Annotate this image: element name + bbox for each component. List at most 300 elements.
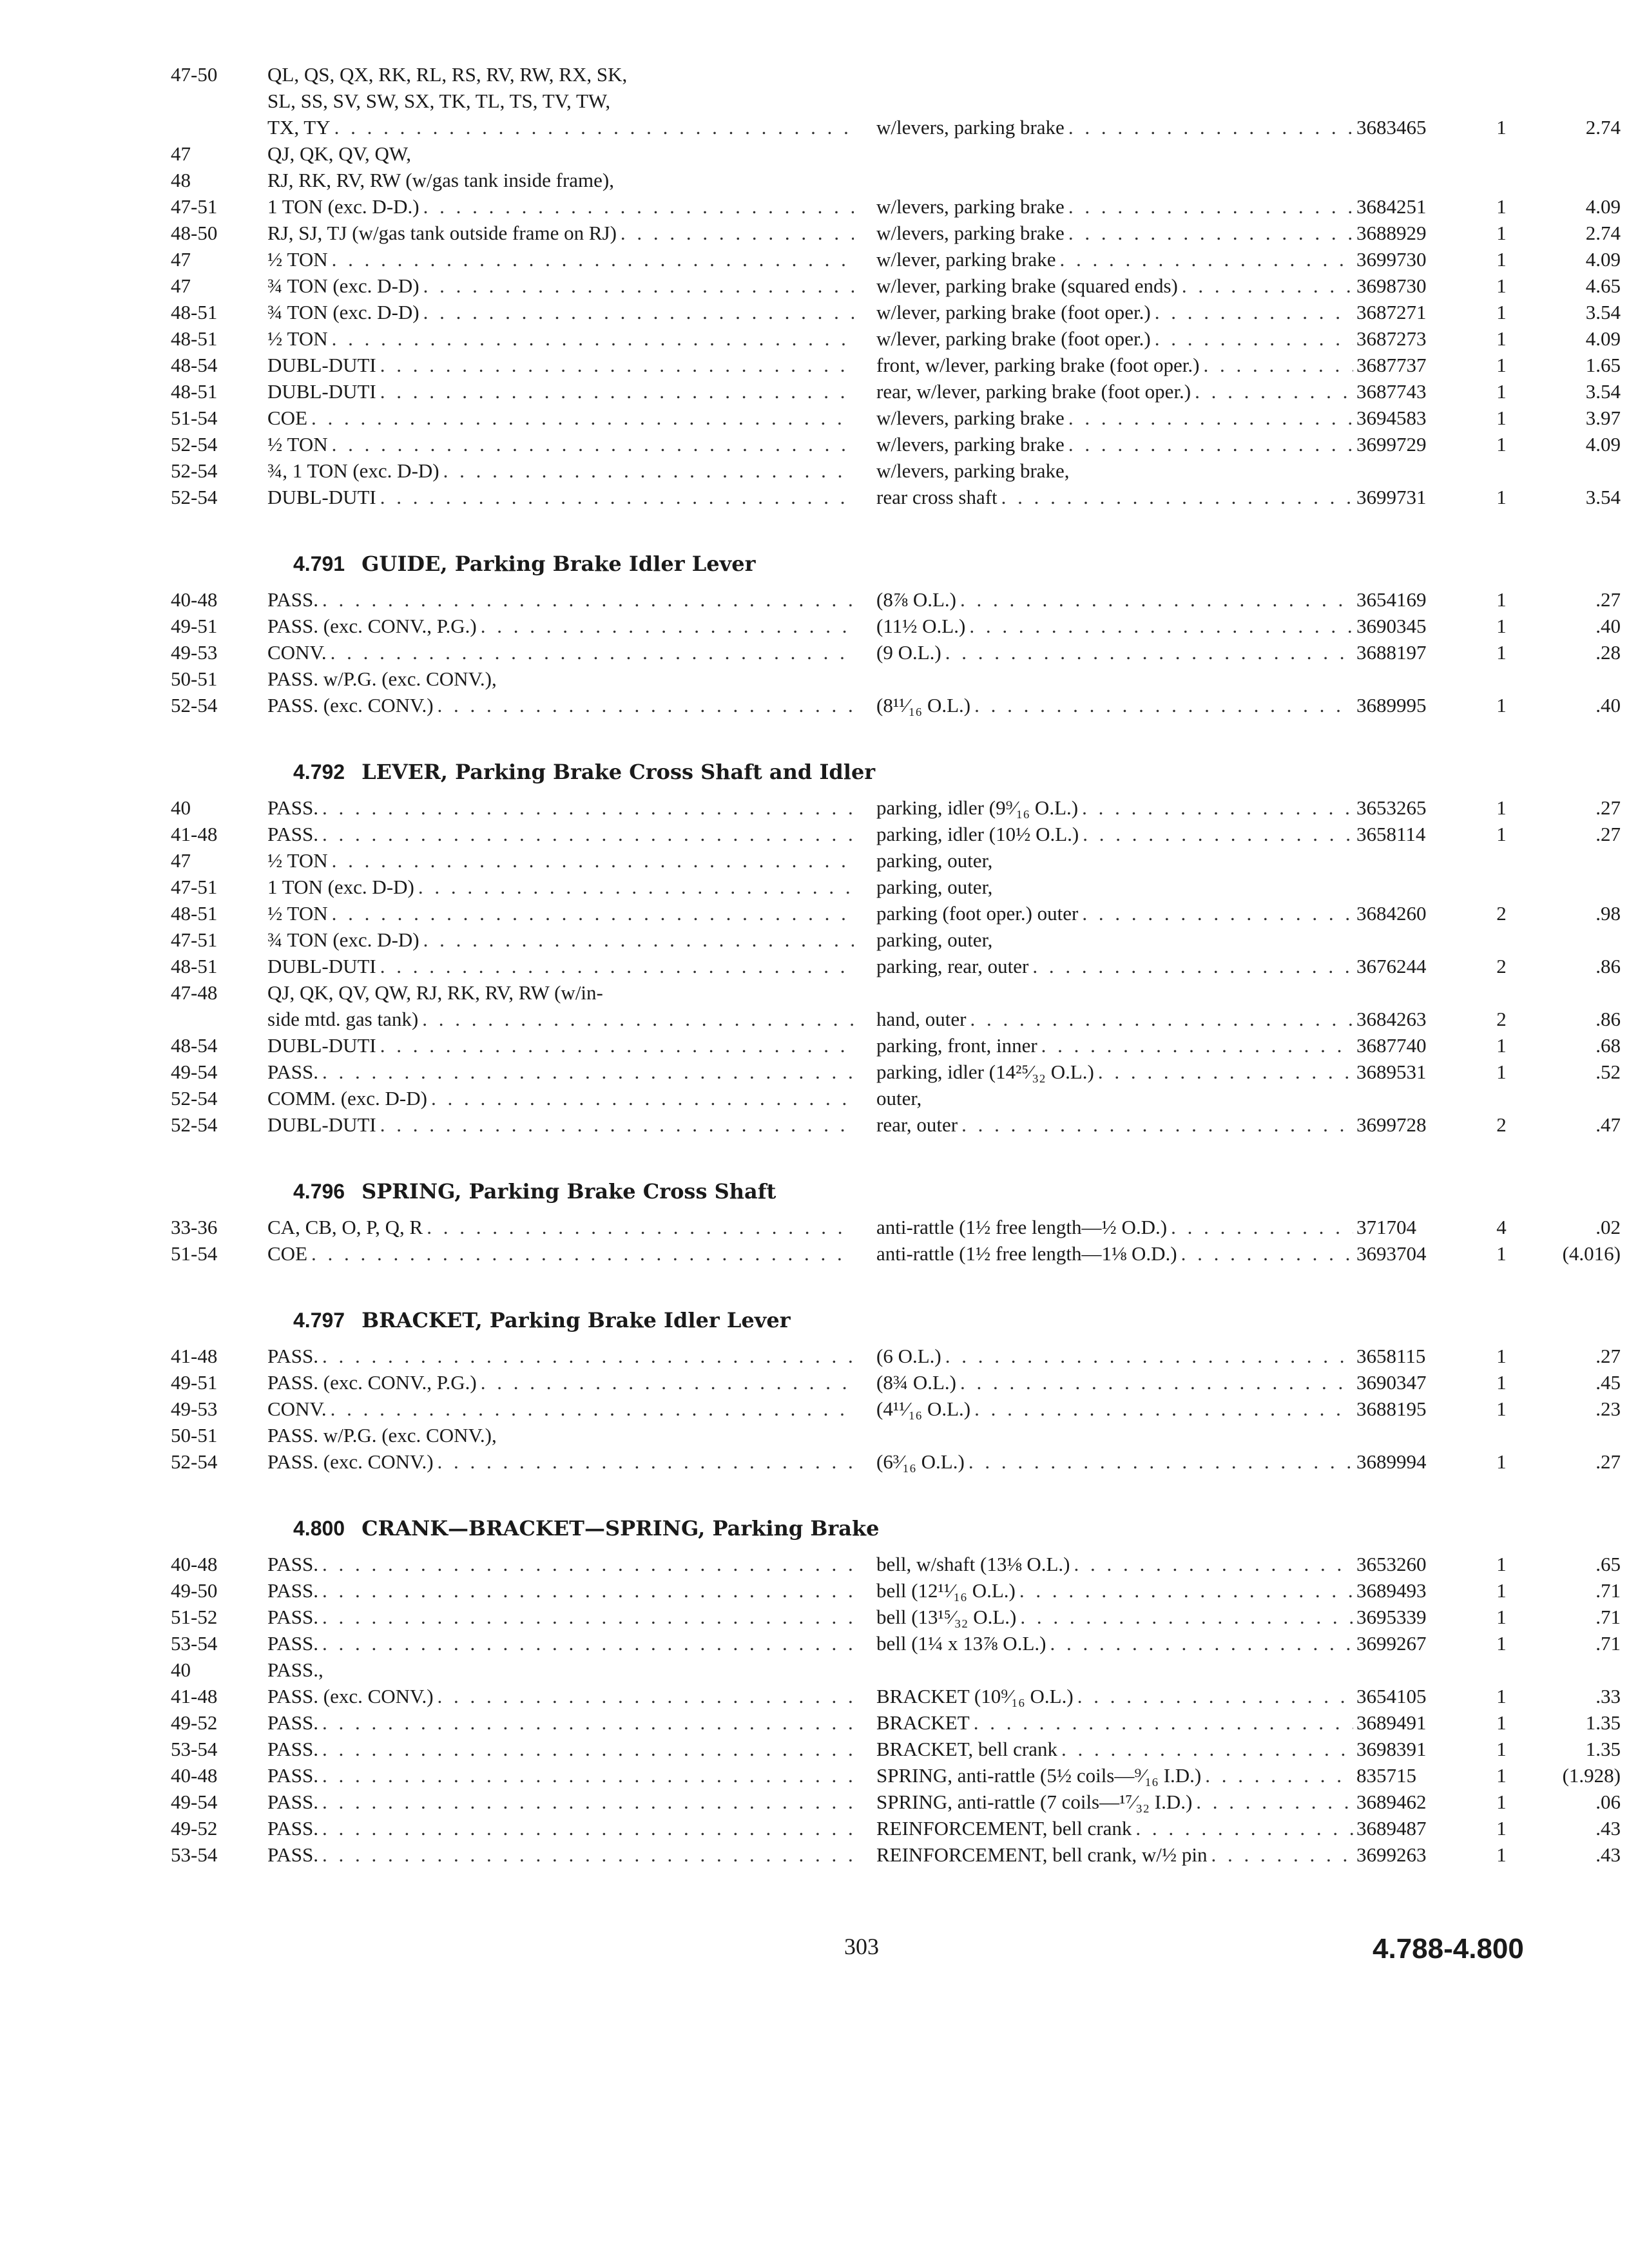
section-title: BRACKET, Parking Brake Idler Lever [361,1308,791,1332]
part-number: 3689487 [1356,1817,1427,1840]
price: .68 [1595,1034,1621,1057]
leader-dots [322,1604,854,1630]
model-description [267,114,854,140]
part-description-text: bell (13¹⁵⁄₃₂ O.L.) [876,1606,1017,1628]
parts-catalog-page [171,61,1621,1868]
catalog-row [171,1657,1530,1683]
price: (1.928) [1562,1764,1621,1787]
part-description-text: bell (1¼ x 13⅞ O.L.) [876,1632,1046,1655]
leader-dots [960,586,1353,613]
part-description-text: rear, outer [876,1113,958,1136]
catalog-row [171,1577,1621,1604]
part-description: parking, outer, [876,849,993,872]
leader-dots [1050,1630,1353,1657]
model-description-text: RJ, SJ, TJ (w/gas tank outside frame on RJ) [267,222,617,244]
catalog-row [171,167,1530,193]
part-description-text: (6 O.L.) [876,1345,941,1367]
model-description [267,299,854,325]
model-description-text: 1 TON (exc. D-D.) [267,195,419,218]
part-description-text: BRACKET (10⁹⁄₁₆ O.L.) [876,1685,1074,1707]
quantity: 1 [1496,248,1507,271]
year-range: 51-52 [171,1606,218,1628]
leader-dots [1181,1240,1353,1267]
part-number: 3687737 [1356,354,1427,376]
catalog-row [171,639,1621,666]
section-number: 4.800 [293,1517,345,1540]
leader-dots [380,1111,854,1138]
part-number: 3699263 [1356,1843,1427,1866]
price: .23 [1595,1398,1621,1420]
price: .43 [1595,1843,1621,1866]
leader-dots [332,847,854,874]
model-description [267,1240,854,1267]
leader-dots [322,1343,854,1369]
part-description [876,1059,1353,1085]
model-description-text: PASS. [267,1711,319,1734]
part-description-text: (4¹¹⁄₁₆ O.L.) [876,1398,971,1420]
leader-dots [331,639,854,666]
model-description-text: DUBL-DUTI [267,1113,376,1136]
part-number: 3689493 [1356,1579,1427,1602]
leader-dots [974,692,1353,718]
year-range: 51-54 [171,1242,218,1265]
quantity: 1 [1496,1738,1507,1760]
model-description [267,1604,854,1630]
part-number: 3698730 [1356,274,1427,297]
catalog-row [171,299,1621,325]
year-range: 47-51 [171,876,218,898]
price: 4.09 [1585,327,1621,350]
model-description-text: ½ TON [267,248,328,271]
section-number: 4.797 [293,1309,345,1332]
model-description-text: TX, TY [267,116,331,139]
section-range: 4.788-4.800 [1373,1933,1524,1965]
model-description: QJ, QK, QV, QW, [267,142,412,165]
catalog-row [171,220,1621,246]
catalog-row [171,193,1621,220]
part-description [876,586,1353,613]
price: .02 [1595,1216,1621,1238]
model-description-text: ½ TON [267,433,328,456]
catalog-row [171,1214,1621,1240]
year-range: 53-54 [171,1738,218,1760]
part-description-text: bell, w/shaft (13⅛ O.L.) [876,1553,1070,1575]
leader-dots [961,1111,1353,1138]
leader-dots [1155,325,1353,352]
catalog-row [171,1422,1530,1448]
leader-dots [427,1214,854,1240]
leader-dots [322,1789,854,1815]
part-description-text: (6³⁄₁₆ O.L.) [876,1450,965,1473]
model-description-text: PASS. [267,823,319,845]
part-description-text: bell (12¹¹⁄₁₆ O.L.) [876,1579,1016,1602]
model-description: PASS. w/P.G. (exc. CONV.), [267,668,497,690]
part-description-text: front, w/lever, parking brake (foot oper.) [876,354,1200,376]
part-description [876,1448,1353,1475]
part-description [876,246,1353,273]
part-number: 3658115 [1356,1345,1426,1367]
year-range: 49-51 [171,615,218,637]
model-description [267,1369,854,1396]
price: 3.54 [1585,301,1621,323]
model-description-text: PASS. [267,1843,319,1866]
section-title: LEVER, Parking Brake Cross Shaft and Idler [361,760,876,784]
catalog-row [171,1240,1621,1267]
leader-dots [322,1551,854,1577]
model-description [267,821,854,847]
leader-dots [1074,1551,1353,1577]
model-description [267,953,854,979]
model-description [267,1789,854,1815]
leader-dots [322,1577,854,1604]
catalog-row [171,1630,1621,1657]
part-description [876,1214,1353,1240]
price: .47 [1595,1113,1621,1136]
part-description [876,1111,1353,1138]
leader-dots [1068,431,1353,457]
leader-dots [1041,1032,1353,1059]
catalog-row [171,1059,1621,1085]
catalog-row [171,431,1621,457]
model-description-text: PASS. (exc. CONV., P.G.) [267,1371,477,1394]
year-range: 49-52 [171,1817,218,1840]
price: .27 [1595,588,1621,611]
catalog-row [171,953,1621,979]
leader-dots [1068,220,1353,246]
catalog-row [171,1006,1621,1032]
year-range: 52-54 [171,1450,218,1473]
quantity: 1 [1496,823,1507,845]
year-range: 53-54 [171,1843,218,1866]
model-description [267,1059,854,1085]
year-range: 40 [171,1658,191,1681]
leader-dots [332,325,854,352]
part-number: 3699731 [1356,486,1427,508]
catalog-row [171,927,1530,953]
price: .40 [1595,615,1621,637]
leader-dots [322,1709,854,1736]
part-number: 3684251 [1356,195,1427,218]
part-description-text: BRACKET, bell crank [876,1738,1057,1760]
year-range: 47-51 [171,928,218,951]
leader-dots [970,1006,1353,1032]
quantity: 1 [1496,301,1507,323]
section-heading [171,1169,1530,1214]
part-description-text: w/levers, parking brake [876,407,1065,429]
model-description [267,405,854,431]
part-number: 3687743 [1356,380,1427,403]
quantity: 1 [1496,116,1507,139]
quantity: 2 [1496,1113,1507,1136]
part-description [876,220,1353,246]
catalog-row [171,1396,1621,1422]
year-range: 41-48 [171,1345,218,1367]
catalog-row [171,847,1530,874]
quantity: 1 [1496,274,1507,297]
quantity: 1 [1496,433,1507,456]
part-description [876,484,1353,510]
part-number: 3689531 [1356,1061,1427,1083]
part-description-text: rear cross shaft [876,486,998,508]
part-number: 3654169 [1356,588,1427,611]
part-number: 3676244 [1356,955,1427,977]
year-range: 49-51 [171,1371,218,1394]
model-description [267,794,854,821]
catalog-row [171,457,1530,484]
model-description [267,484,854,510]
part-number: 3653265 [1356,796,1427,819]
part-description-text: parking, idler (10½ O.L.) [876,823,1079,845]
quantity: 2 [1496,902,1507,925]
leader-dots [380,352,854,378]
model-description-text: COE [267,407,307,429]
price: 2.74 [1585,116,1621,139]
catalog-row [171,1762,1621,1789]
year-range: 41-48 [171,1685,218,1707]
quantity: 1 [1496,641,1507,664]
leader-dots [311,405,854,431]
quantity: 1 [1496,380,1507,403]
part-description-text: parking, idler (14²⁵⁄₃₂ O.L.) [876,1061,1094,1083]
part-description-text: anti-rattle (1½ free length—1⅛ O.D.) [876,1242,1177,1265]
year-range: 52-54 [171,1113,218,1136]
leader-dots [322,1630,854,1657]
model-description-text: DUBL-DUTI [267,486,376,508]
section-heading [171,1506,1530,1551]
leader-dots [481,1369,854,1396]
quantity: 1 [1496,1791,1507,1813]
model-description [267,1762,854,1789]
model-description [267,1709,854,1736]
price: .52 [1595,1061,1621,1083]
model-description-text: DUBL-DUTI [267,380,376,403]
price: .45 [1595,1371,1621,1394]
section-title: GUIDE, Parking Brake Idler Lever [361,552,756,576]
catalog-row [171,352,1621,378]
section-number: 4.791 [293,552,345,575]
part-number: 3690347 [1356,1371,1427,1394]
page-footer [0,1933,1629,1972]
part-description [876,1762,1353,1789]
quantity: 1 [1496,694,1507,716]
leader-dots [1019,1577,1353,1604]
leader-dots [1171,1214,1353,1240]
part-number: 3699729 [1356,433,1427,456]
model-description-text: PASS. [267,1632,319,1655]
leader-dots [1211,1841,1353,1868]
part-description-text: REINFORCEMENT, bell crank [876,1817,1132,1840]
leader-dots [1205,1762,1353,1789]
model-description [267,1032,854,1059]
section-heading [171,1298,1530,1343]
leader-dots [422,1006,854,1032]
leader-dots [322,1815,854,1841]
price: 4.09 [1585,433,1621,456]
price: 1.35 [1585,1711,1621,1734]
leader-dots [960,1369,1353,1396]
leader-dots [621,220,854,246]
leader-dots [1195,378,1353,405]
catalog-row [171,1369,1621,1396]
section-heading [171,749,1530,794]
section-number: 4.792 [293,760,345,783]
part-description-text: rear, w/lever, parking brake (foot oper.) [876,380,1191,403]
quantity: 1 [1496,407,1507,429]
year-range: 49-52 [171,1711,218,1734]
catalog-row [171,821,1621,847]
model-description-text: PASS. [267,1061,319,1083]
year-range: 33-36 [171,1216,218,1238]
part-number: 3690345 [1356,615,1427,637]
price: .86 [1595,1008,1621,1030]
quantity: 1 [1496,1632,1507,1655]
model-description-text: PASS. [267,1345,319,1367]
model-description [267,431,854,457]
year-range: 48-51 [171,955,218,977]
part-description: parking, outer, [876,928,993,951]
quantity: 1 [1496,588,1507,611]
leader-dots [380,1032,854,1059]
quantity: 1 [1496,222,1507,244]
leader-dots [380,953,854,979]
leader-dots [322,1841,854,1868]
leader-dots [332,431,854,457]
model-description-text: PASS. [267,1791,319,1813]
model-description [267,1111,854,1138]
year-range: 49-53 [171,1398,218,1420]
catalog-row [171,1841,1621,1868]
catalog-row [171,140,1530,167]
catalog-row [171,325,1621,352]
price: .28 [1595,641,1621,664]
quantity: 1 [1496,1764,1507,1787]
leader-dots [322,586,854,613]
part-number: 3693704 [1356,1242,1427,1265]
part-description-text: REINFORCEMENT, bell crank, w/½ pin [876,1843,1208,1866]
leader-dots [423,193,854,220]
leader-dots [418,874,854,900]
model-description [267,1683,854,1709]
leader-dots [322,1059,854,1085]
model-description [267,1551,854,1577]
price: .65 [1595,1553,1621,1575]
catalog-row [171,246,1621,273]
price: 3.97 [1585,407,1621,429]
model-description [267,352,854,378]
part-description [876,613,1353,639]
part-number: 3694583 [1356,407,1427,429]
quantity: 1 [1496,796,1507,819]
price: .27 [1595,1450,1621,1473]
quantity: 1 [1496,354,1507,376]
model-description-text: ¾ TON (exc. D-D) [267,274,419,297]
year-range: 40-48 [171,1553,218,1575]
catalog-row [171,613,1621,639]
quantity: 1 [1496,1034,1507,1057]
model-description-text: CONV. [267,641,327,664]
part-description-text: w/levers, parking brake [876,116,1065,139]
catalog-row [171,1551,1621,1577]
leader-dots [1020,1604,1353,1630]
leader-dots [380,378,854,405]
part-description [876,1736,1353,1762]
model-description-text: DUBL-DUTI [267,955,376,977]
part-description [876,193,1353,220]
year-range: 50-51 [171,1424,218,1446]
model-description [267,1085,854,1111]
model-description [267,692,854,718]
year-range: 47 [171,274,191,297]
part-description [876,1815,1353,1841]
part-description [876,1841,1353,1868]
year-range: 48-51 [171,301,218,323]
model-description-text: ¾, 1 TON (exc. D-D) [267,459,439,482]
part-number: 3695339 [1356,1606,1427,1628]
part-number: 3689491 [1356,1711,1427,1734]
part-description-text: BRACKET [876,1711,970,1734]
year-range: 47 [171,849,191,872]
part-description [876,299,1353,325]
part-number: 3654105 [1356,1685,1427,1707]
model-description [267,639,854,666]
leader-dots [1061,1736,1353,1762]
model-description [267,1448,854,1475]
part-number: 3689462 [1356,1791,1427,1813]
part-description-text: parking, rear, outer [876,955,1029,977]
model-description [267,1343,854,1369]
catalog-row [171,1085,1530,1111]
year-range: 47 [171,142,191,165]
part-number: 3688195 [1356,1398,1427,1420]
part-description [876,405,1353,431]
catalog-row [171,586,1621,613]
page-number: 303 [844,1934,879,1959]
leader-dots [1068,193,1353,220]
catalog-row [171,794,1621,821]
year-range: 40-48 [171,588,218,611]
price: 1.65 [1585,354,1621,376]
model-description [267,1815,854,1841]
year-range: 51-54 [171,407,218,429]
model-description [267,1396,854,1422]
quantity: 1 [1496,1345,1507,1367]
model-description-text: side mtd. gas tank) [267,1008,419,1030]
leader-dots [322,821,854,847]
price: 2.74 [1585,222,1621,244]
leader-dots [1155,299,1353,325]
part-description [876,953,1353,979]
part-description [876,821,1353,847]
catalog-row [171,273,1621,299]
year-range: 52-54 [171,486,218,508]
quantity: 2 [1496,1008,1507,1030]
price: .33 [1595,1685,1621,1707]
part-description [876,1789,1353,1815]
part-description: parking, outer, [876,876,993,898]
leader-dots [438,1683,854,1709]
model-description-text: CONV. [267,1398,327,1420]
part-number: 3653260 [1356,1553,1427,1575]
catalog-row [171,1343,1621,1369]
catalog-row [171,692,1621,718]
part-description-text: (9 O.L.) [876,641,941,664]
year-range: 48-51 [171,380,218,403]
part-description-text: w/lever, parking brake [876,248,1056,271]
quantity: 1 [1496,1606,1507,1628]
leader-dots [322,1762,854,1789]
leader-dots [380,484,854,510]
part-number: 3687740 [1356,1034,1427,1057]
